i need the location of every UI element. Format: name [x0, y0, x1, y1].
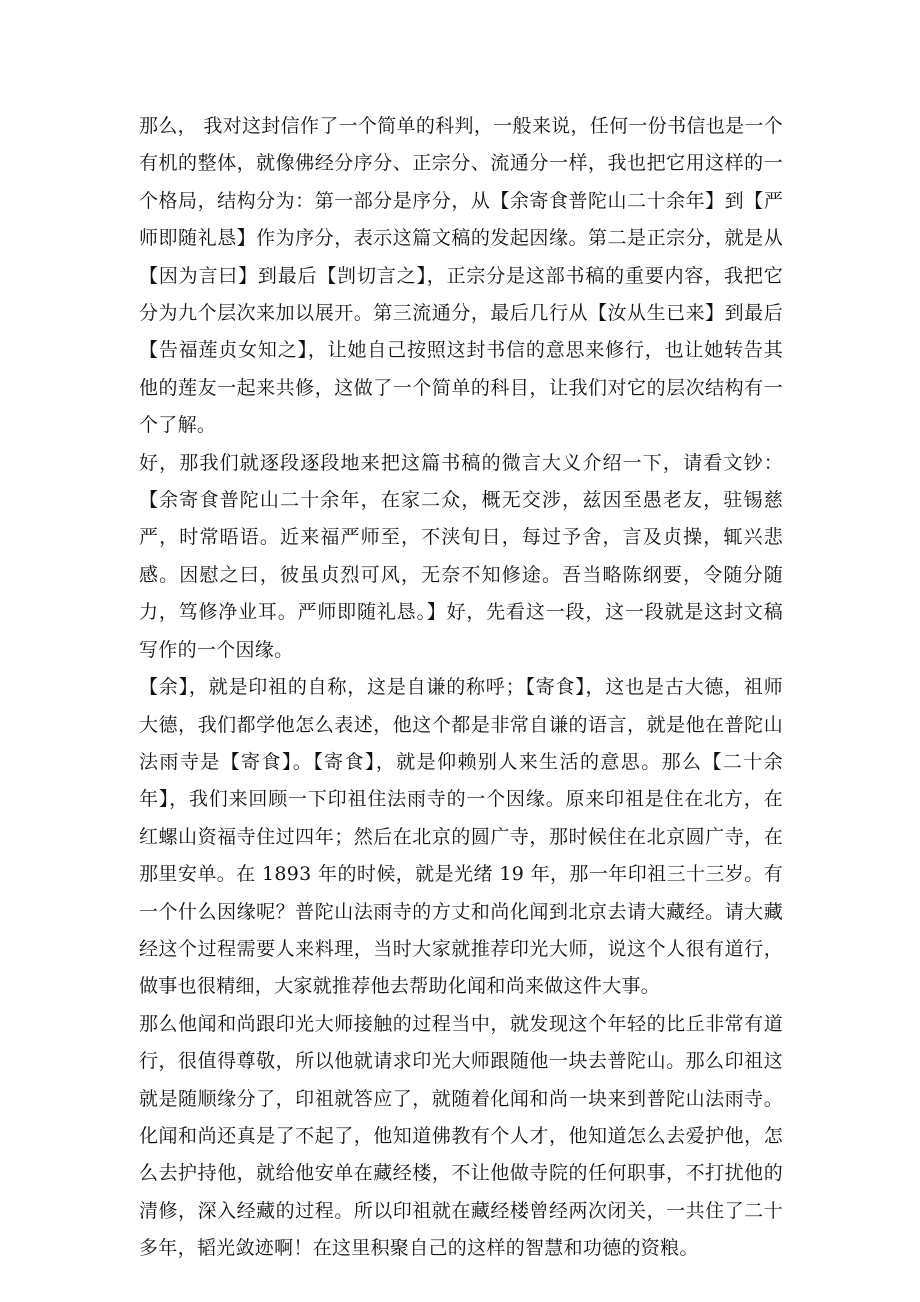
- document-body: [139, 108, 783, 1268]
- paragraph-3: 【余】，就是印祖的自称，这是自谦的称呼；【寄食】，这也是古大德，祖师大德，我们都学他怎么表述，他这个都是非常自谦的语言，就是他在普陀山法雨寺是【寄食】。【寄食】，就是仰赖别人来生活的意思。那么【二十余年】，我们来回顾一下印祖住法雨寺的一个因缘。原来印祖是住在北方，在红螺山资福寺住过四年；然后在北京的圆广寺，那时候住在北京圆广寺，在那里安单。在 1893 年的时候，就是光绪 19 年，那一年印祖三十三岁。有一个什么因缘呢？普陀山法雨寺的方丈和尚化闻到北京去请大藏经。请大藏经这个过程需要人来料理，当时大家就推荐印光大师，说这个人很有道行，做事也很精细，大家就推荐他去帮助化闻和尚来做这件大事。: [139, 676, 783, 998]
- paragraph-1: 那么， 我对这封信作了一个简单的科判，一般来说，任何一份书信也是一个有机的整体，就像佛经分序分、正宗分、流通分一样，我也把它用这样的一个格局，结构分为：第一部分是序分，从【余寄食普陀山二十余年】到【严师即随礼恳】作为序分，表示这篇文稿的发起因缘。第二是正宗分，就是从【因为言曰】到最后【剀切言之】，正宗分是这部书稿的重要内容，我把它分为九个层次来加以展开。第三流通分，最后几行从【汝从生已来】到最后【告福莲贞女知之】，让她自己按照这封书信的意思来修行，也让她转告其他的莲友一起来共修，这做了一个简单的科目，让我们对它的层次结构有一个了解。: [139, 115, 783, 437]
- paragraph-2: 好，那我们就逐段逐段地来把这篇书稿的微言大义介绍一下，请看文钞：【余寄食普陀山二十余年，在家二众，概无交涉，兹因至愚老友，驻锡慈严，时常晤语。近来福严师至，不浃旬日，每过予舍，言及贞操，辄兴悲感。因慰之曰，彼虽贞烈可风，无奈不知修途。吾当略陈纲要，令随分随力，笃修净业耳。严师即随礼恳。】好，先看这一段，这一段就是这封文稿写作的一个因缘。: [139, 451, 783, 661]
- paragraph-4: 那么他闻和尚跟印光大师接触的过程当中，就发现这个年轻的比丘非常有道行，很值得尊敬，所以他就请求印光大师跟随他一块去普陀山。那么印祖这就是随顺缘分了，印祖就答应了，就随着化闻和尚一块来到普陀山法雨寺。化闻和尚还真是了不起了，他知道佛教有个人才，他知道怎么去爱护他，怎么去护持他，就给他安单在藏经楼，不让他做寺院的任何职事，不打扰他的清修，深入经藏的过程。所以印祖就在藏经楼曾经两次闭关，一共住了二十多年，韬光敛迹啊！在这里积聚自己的这样的智慧和功德的资粮。: [139, 1012, 783, 1260]
